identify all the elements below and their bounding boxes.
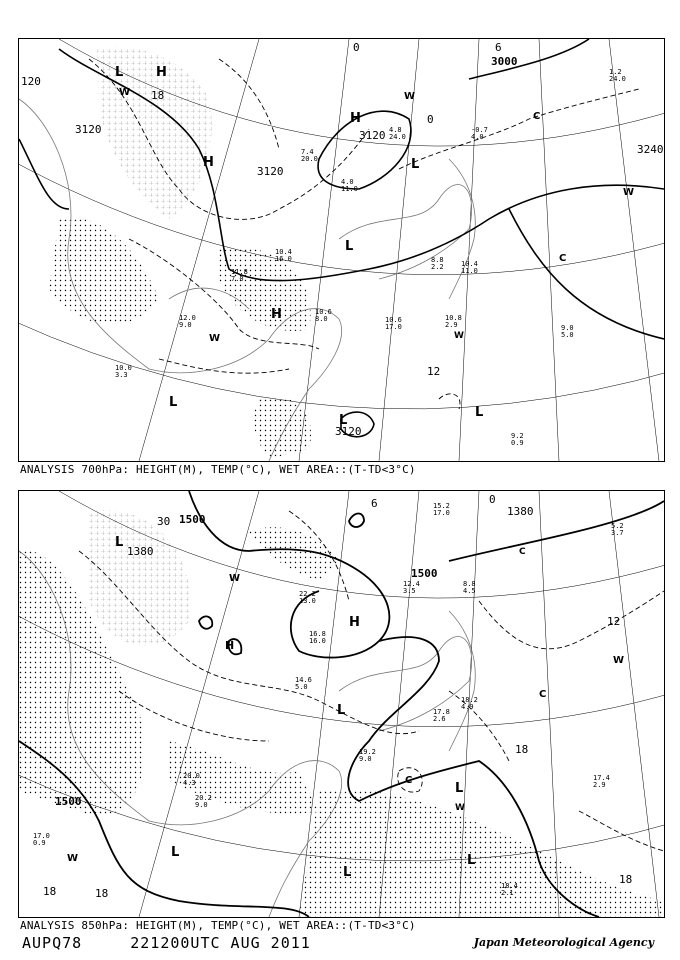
station-plot: 9.0 5.0	[561, 324, 574, 339]
station-plot: 10.8 2.9	[445, 314, 462, 329]
station-plot: 12.0 9.0	[179, 314, 196, 329]
contour-label: 18	[95, 887, 109, 900]
cold-symbol: C	[519, 547, 526, 557]
station-plot: 15.2 17.0	[433, 502, 450, 517]
warm-symbol: W	[613, 655, 625, 666]
low-pressure-symbol: L	[337, 703, 346, 718]
contour-label: 1500	[179, 513, 206, 526]
low-pressure-symbol: L	[455, 781, 464, 796]
station-plot: 12.4 3.5	[403, 580, 420, 595]
station-plot: 17.8 2.6	[433, 708, 450, 723]
station-plot: 17.0 0.9	[33, 832, 50, 847]
high-pressure-symbol: H	[203, 155, 214, 170]
station-plot: 22.2 13.0	[299, 590, 316, 605]
station-plot: 9.2 0.9	[511, 432, 524, 447]
low-pressure-symbol: L	[339, 413, 348, 428]
warm-symbol: W	[455, 803, 465, 813]
station-plot: 10.6 8.0	[315, 308, 332, 323]
low-pressure-symbol: L	[171, 845, 180, 860]
warm-symbol: W	[454, 331, 464, 341]
high-pressure-symbol: H	[225, 639, 235, 652]
lower-map-caption: ANALYSIS 850hPa: HEIGHT(M), TEMP(°C), WET AREA::(T-TD<3°C)	[20, 919, 416, 932]
contour-label: 1500	[55, 795, 82, 808]
contour-label: 1380	[127, 545, 154, 558]
warm-symbol: W	[209, 333, 221, 344]
warm-symbol: W	[623, 187, 635, 198]
cold-symbol: C	[405, 775, 413, 786]
station-plot: 7.4 20.0	[301, 148, 318, 163]
contour-label: 1500	[411, 567, 438, 580]
lower-map-panel	[18, 490, 665, 918]
contour-label: 18	[151, 89, 165, 102]
station-plot: -0.7 4.0	[471, 126, 488, 141]
low-pressure-symbol: L	[115, 535, 124, 550]
contour-label: 18	[43, 885, 57, 898]
contour-label: 3120	[75, 123, 102, 136]
wet-area	[49, 217, 159, 324]
cold-symbol: C	[533, 111, 541, 122]
station-plot: 10.4 16.0	[275, 248, 292, 263]
low-pressure-symbol: L	[115, 65, 124, 80]
upper-map-canvas	[19, 39, 664, 461]
wet-area	[299, 789, 664, 917]
contour-label: 6	[495, 41, 502, 54]
warm-symbol: W	[229, 573, 241, 584]
low-pressure-symbol: L	[169, 395, 178, 410]
station-plot: 18.4 2.1	[501, 882, 518, 897]
wet-area	[89, 510, 190, 646]
station-plot: 19.2 9.0	[359, 748, 376, 763]
wet-area	[219, 247, 311, 331]
warm-symbol: W	[119, 87, 131, 98]
low-pressure-symbol: L	[467, 853, 476, 868]
contour-label: 3120	[359, 129, 386, 142]
station-plot: 8.8 4.5	[463, 580, 476, 595]
chart-id: AUPQ78	[22, 934, 83, 952]
low-pressure-symbol: L	[411, 157, 420, 172]
wet-area	[254, 396, 311, 459]
station-plot: 4.0 11.0	[341, 178, 358, 193]
station-plot: 8.8 2.2	[431, 256, 444, 271]
station-plot: 16.8 16.0	[309, 630, 326, 645]
contour-label: 18	[619, 873, 633, 886]
chart-id-datetime	[22, 934, 311, 952]
warm-symbol: W	[404, 91, 416, 102]
contour-label: 0	[489, 493, 496, 506]
analysis-datetime: 221200UTC AUG 2011	[130, 934, 311, 952]
station-plot: 4.8 24.0	[389, 126, 406, 141]
high-pressure-symbol: H	[156, 65, 167, 80]
low-pressure-symbol: L	[343, 865, 352, 880]
contour-label: 3240	[637, 143, 664, 156]
station-plot: 20.2 9.0	[195, 794, 212, 809]
station-plot: 10.6 17.0	[385, 316, 402, 331]
warm-symbol: W	[67, 853, 79, 864]
station-plot: 10.4 11.0	[461, 260, 478, 275]
agency-name: Japan Meteorological Agency	[473, 936, 654, 949]
contour-label: 6	[371, 497, 378, 510]
station-plot: 5.2 3.7	[611, 522, 624, 537]
contour-label: 0	[427, 113, 434, 126]
contour-label: 3120	[335, 425, 362, 438]
contour-label: 120	[21, 75, 41, 88]
station-plot: 18.2 4.9	[461, 696, 478, 711]
high-pressure-symbol: H	[350, 111, 361, 126]
low-pressure-symbol: L	[475, 405, 484, 420]
cold-symbol: C	[539, 689, 547, 700]
cold-symbol: C	[559, 253, 567, 264]
contour-label: 3000	[491, 55, 518, 68]
upper-map-panel	[18, 38, 665, 462]
contour-label: 0	[353, 41, 360, 54]
station-plot: 11.8 7.0	[231, 268, 248, 283]
contour-label: 1380	[507, 505, 534, 518]
station-plot: 14.6 5.0	[295, 676, 312, 691]
station-plot: 10.0 3.3	[115, 364, 132, 379]
station-plot: 20.0 4.3	[183, 772, 200, 787]
contour-label: 3120	[257, 165, 284, 178]
contour-label: 12	[427, 365, 441, 378]
low-pressure-symbol: L	[345, 239, 354, 254]
high-pressure-symbol: H	[349, 615, 360, 630]
contour-label: 18	[515, 743, 529, 756]
contour-label: 30	[157, 515, 171, 528]
high-pressure-symbol: H	[271, 307, 282, 322]
contour-label: 12	[607, 615, 621, 628]
station-plot: 1.2 24.0	[609, 68, 626, 83]
station-plot: 17.4 2.9	[593, 774, 610, 789]
upper-map-caption: ANALYSIS 700hPa: HEIGHT(M), TEMP(°C), WET AREA::(T-TD<3°C)	[20, 463, 416, 476]
